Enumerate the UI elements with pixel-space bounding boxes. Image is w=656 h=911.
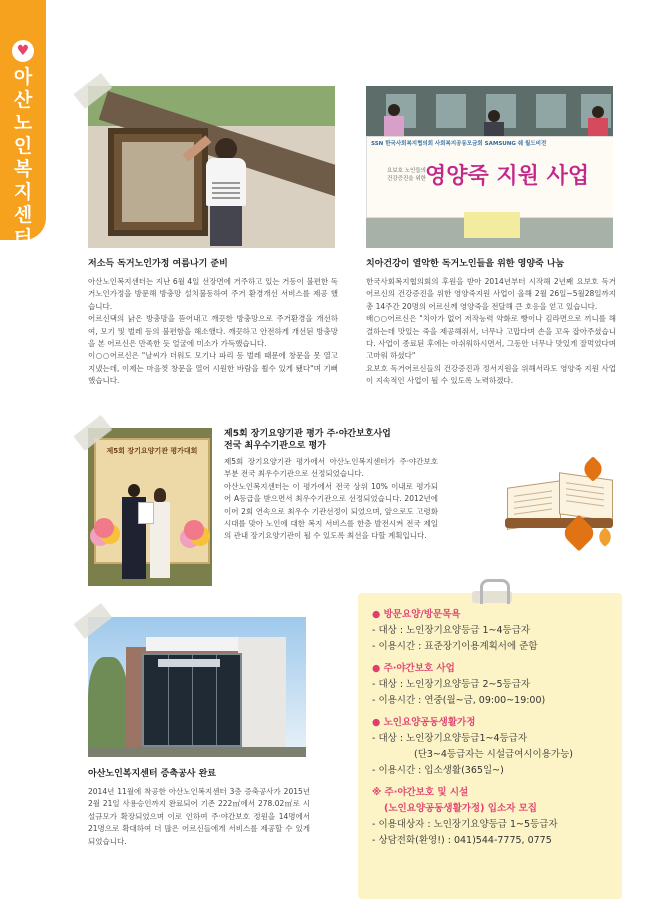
article3-body: 제5회 장기요양기관 평가에서 아산노인복지센터가 주·야간보호 부분 전국 최우수기관으로 선정되었습니다. 아산노인복지센터는 이 평가에서 전국 상위 10% 이내로 평가되어 A등급을 받으면서 최우수기관으로 선정되었습니다. 2012년에 이어 2회 연속으로 최우수 기관선정이 되었으며, 앞으로도 고령화시대를 맞아 노인에 대한 복지 서비스를 한층 발전시켜 전국 제일의 관내 장기요양기관이 될 수 있도록 최선을 다할 계획입니다. xyxy=(224,457,438,541)
photo-window-repair xyxy=(88,86,335,248)
article3-title: 제5회 장기요양기관 평가 주·야간보호사업 전국 최우수기관으로 평가 xyxy=(224,429,391,451)
paperclip-icon xyxy=(480,579,510,604)
heart-icon: ♥ xyxy=(12,40,34,62)
section-title-vertical: 아 산 노 인 복 지 센 터 xyxy=(13,66,33,249)
section-side-tab xyxy=(0,0,46,249)
section-heading: ● 방문요양/방문목욕 xyxy=(372,609,461,620)
banner: SSN 한국사회복지협의회 사회복지공동모금회 SAMSUNG 쉐 월드비전 요보호 노인들의 건강증진을 위한 영양죽 지원 사업 xyxy=(366,136,613,218)
article4-body: 2014년 11월에 착공한 아산노인복지센터 3층 증축공사가 2015년 2월 21일 사용승인까지 완료되어 기존 222㎡에서 278.02㎡로 시설규모가 확장되었으며 이로 인하여 주·야간보호 정원을 14명에서 21명으로 확대하여 더 많은 어르신들에게 서비스를 제공할 수 있게 되었습니다. xyxy=(88,787,310,846)
section-heading: ● 주·야간보호 사업 xyxy=(372,663,455,674)
section-subheading: (노인요양공동생활가정) 입소자 모집 xyxy=(384,803,537,814)
book-illustration xyxy=(505,468,613,538)
article1-body: 아산노인복지센터는 지난 6월 4일 선장면에 거주하고 있는 거동이 불편한 독거노인가정을 방문해 방충망 설치불동하여 주거 환경개선 서비스를 제공 했습니다. 어르신댁의 낡은 방충망을 뜯어내고 깨끗한 방충망으로 주거환경을 개선하여, 모기 및 벌레 등의 불편함을 해소했다. 깨끗하고 안전하게 개선된 방충망을 본 어르신은 만족한 듯 얼굴에 미소가 가득했습니다. 이○○어르신은 "날씨가 더워도 모기나 파리 등 벌레 때문에 창문을 못 열고 지냈는데, 이제는 마음껏 창문을 열어 시원한 바람을 쐴수 있게 됐다"며 기뻐했습니다. xyxy=(88,277,338,386)
photo-porridge-banner xyxy=(366,86,613,248)
photo-building xyxy=(88,617,306,757)
section-heading: ● 노인요양공동생활가정 xyxy=(372,717,476,728)
article2-body: 한국사회복지협의회의 후원을 받아 2014년부터 시작해 2년째 요보호 독거어르신의 건강증진을 위한 영양죽지원 사업이 올해 2월 26일~5월28일까지 총 14주간 20명의 어르신께 영양죽을 전달해 큰 호응을 얻고 있습니다. 배○○어르신은 "치아가 없어 저작능력 약화로 빵이나 김라면으로 끼니를 해결하는데 맛있는 죽을 제공해줘서, 너무나 고맙다며 손을 꼬옥 잡아주셨습니다. 사업이 종료된 후에는 아쉬워하시면서, 그동안 너무나 맛있게 잘먹었다며 고마워 하셨다" 요보호 독거어르신들의 건강증진과 정서지원을 위해서라도 영양죽 지원 사업이 지속적인 사업이 될 수 있도록 노력하겠다. xyxy=(366,277,616,386)
service-info-box: ● 방문요양/방문목욕 - 대상 : 노인장기요양등급 1~4등급자 - 이용시간 : 표준장기이용계획서에 준함 ● 주·야간보호 사업 - 대상 : 노인장기요양등급 2~5등급자 - 이용시간 : 연중(월~금, 09:00~19:00) ● 노인요양공동생활가정 - 대상 : 노인장기요양등급1~4등급자 (단3~4등급자는 시설급여시이용가능) - 이용시간 : 입소생활(365일~) ※ 주·야간보호 및 시설 (노인요양공동생활가정) 입소자 모집 - 이용대상자 : 노인장기요양등급 1~5등급자 - 상담전화(환영!) : 041)544-7775, 0775 xyxy=(358,593,622,899)
article2-title: 치아건강이 열악한 독거노인들을 위한 영양죽 나눔 xyxy=(366,259,565,269)
section-heading: ※ 주·야간보호 및 시설 xyxy=(372,787,469,798)
photo-award: 제5회 장기요양기관 평가대회 xyxy=(88,428,212,586)
article4-title: 아산노인복지센터 증축공사 완료 xyxy=(88,769,216,779)
article1-title: 저소득 독거노인가정 여름나기 준비 xyxy=(88,259,228,269)
